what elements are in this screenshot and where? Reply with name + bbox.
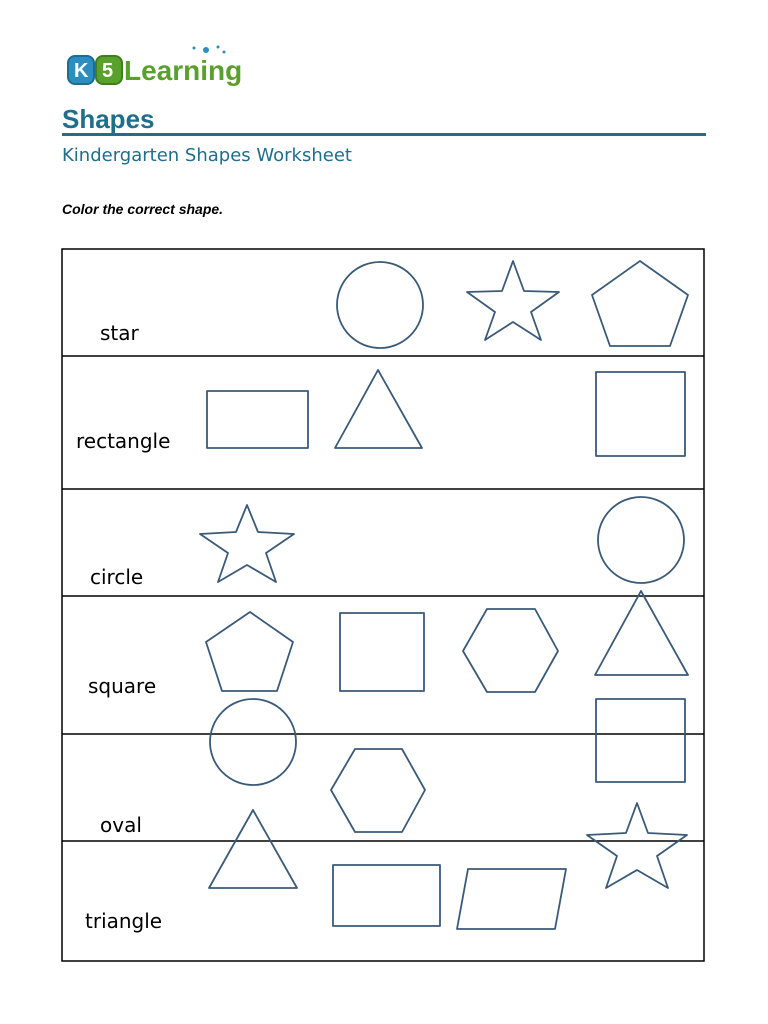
logo-5-letter: 5: [102, 60, 114, 82]
row-label-circle: circle: [90, 565, 144, 589]
row-label-square: square: [88, 674, 157, 698]
shape-pentagon[interactable]: [592, 261, 688, 346]
shape-rectangle[interactable]: [333, 865, 440, 926]
shape-star[interactable]: [467, 261, 559, 340]
logo-learning-word: Learning: [124, 55, 243, 86]
shape-circle[interactable]: [210, 699, 296, 785]
shape-square[interactable]: [596, 372, 685, 456]
shape-triangle[interactable]: [335, 370, 422, 448]
shape-triangle[interactable]: [209, 810, 297, 888]
shape-triangle[interactable]: [595, 591, 688, 675]
shape-square[interactable]: [596, 699, 685, 782]
shape-pentagon[interactable]: [206, 612, 293, 691]
instruction-text: Color the correct shape.: [62, 201, 224, 217]
row-label-star: star: [100, 321, 139, 345]
shape-star[interactable]: [587, 803, 687, 888]
shape-circle[interactable]: [598, 497, 684, 583]
page-title: Shapes: [62, 104, 155, 134]
shape-square[interactable]: [340, 613, 424, 691]
shape-hexagon[interactable]: [463, 609, 558, 692]
shape-hexagon[interactable]: [331, 749, 425, 832]
shape-star[interactable]: [200, 505, 294, 582]
logo-k-letter: K: [74, 60, 89, 82]
shape-rectangle[interactable]: [207, 391, 308, 448]
shape-parallelogram[interactable]: [457, 869, 566, 929]
row-label-triangle: triangle: [85, 909, 163, 933]
shape-circle[interactable]: [337, 262, 423, 348]
row-label-rectangle: rectangle: [76, 429, 171, 453]
row-label-oval: oval: [100, 813, 142, 837]
page-subtitle: Kindergarten Shapes Worksheet: [62, 145, 352, 166]
